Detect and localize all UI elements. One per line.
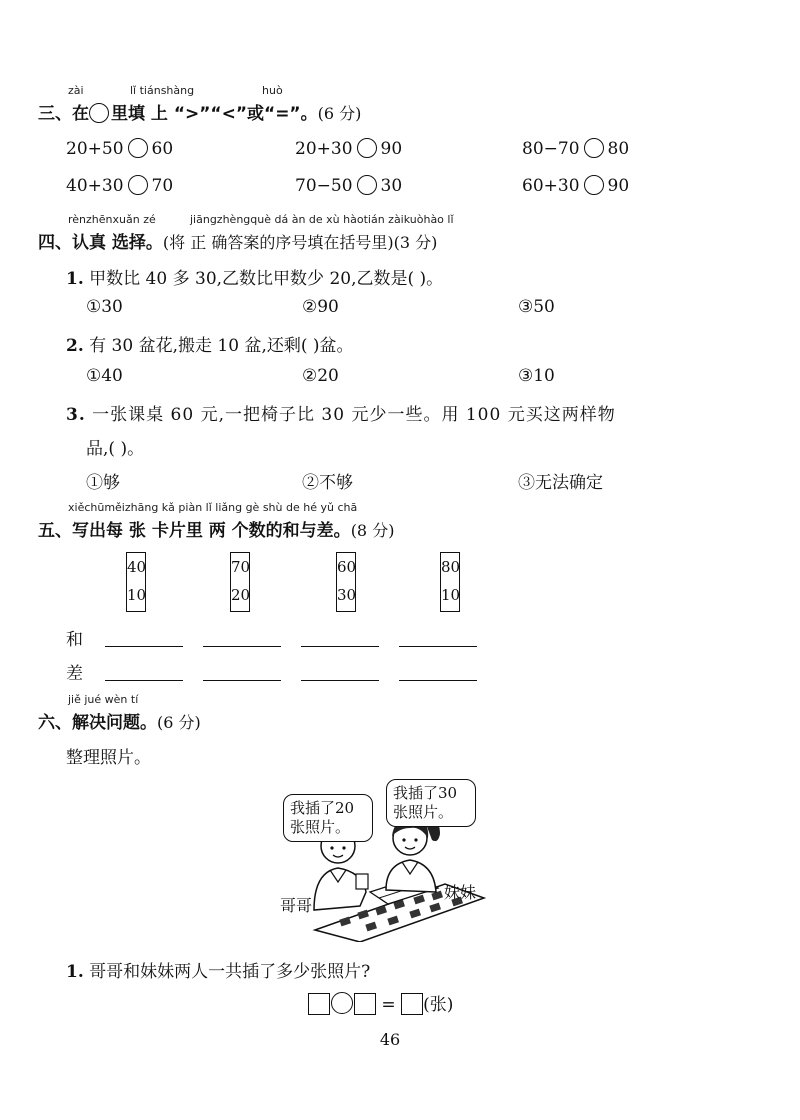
sum-answer-line[interactable]	[105, 646, 183, 647]
equation	[308, 990, 453, 1015]
problem-1: 1. 哥哥和妹妹两人一共插了多少张照片?	[66, 962, 371, 982]
option[interactable]: ③无法确定	[518, 473, 603, 493]
section3-points: (6 分)	[317, 104, 362, 123]
answer-box[interactable]	[401, 993, 423, 1015]
number-card: 70 20	[230, 552, 250, 612]
section3-title	[38, 99, 361, 124]
option[interactable]: ①30	[86, 297, 123, 317]
section3-title-a: 三、在	[38, 104, 89, 124]
pinyin-section5: xiěchūměizhāng kǎ piàn lǐ liǎng gè shù de hé yǔ chā	[68, 501, 358, 514]
compare-item: 80−70 80	[522, 139, 630, 159]
section6-title: 六、解决问题。(6 分)	[38, 713, 201, 733]
section5-title: 五、写出每 张 卡片里 两 个数的和与差。(8 分)	[38, 521, 395, 541]
difference-label: 差	[66, 664, 83, 684]
number-card: 80 10	[440, 552, 460, 612]
difference-answer-line[interactable]	[105, 680, 183, 681]
sum-label: 和	[66, 630, 83, 650]
sum-answer-line[interactable]	[301, 646, 379, 647]
compare-item: 20+30 90	[295, 139, 403, 159]
number-card: 40 10	[126, 552, 146, 612]
speech-bubble-brother: 我插了20张照片。	[283, 794, 373, 842]
section4-instruction: (将 正 确答案的序号填在括号里)(3 分)	[162, 233, 438, 252]
difference-answer-line[interactable]	[399, 680, 477, 681]
subproblem-title: 整理照片。	[66, 748, 151, 768]
difference-answer-line[interactable]	[301, 680, 379, 681]
pinyin-li-tianshang: lǐ tiánshàng	[130, 84, 195, 97]
question-3-cont: 品,( )。	[86, 439, 145, 459]
question-3: 3. 一张课桌 60 元,一把椅子比 30 元少一些。用 100 元买这两样物	[66, 405, 616, 425]
section3-title-b: 里填 上 “>”“<”或“=”。	[111, 104, 318, 124]
unit-label: (张)	[423, 995, 454, 1015]
answer-box[interactable]	[354, 993, 376, 1015]
compare-circle[interactable]	[584, 175, 604, 195]
operator-circle[interactable]	[331, 992, 353, 1014]
label-sister: 妹妹	[444, 883, 477, 902]
option[interactable]: ②不够	[302, 473, 353, 493]
question-1: 1. 甲数比 40 多 30,乙数比甲数少 20,乙数是( )。	[66, 269, 444, 289]
number-card: 60 30	[336, 552, 356, 612]
pinyin-renzhen: rènzhēnxuǎn zé	[68, 213, 156, 226]
compare-item: 60+30 90	[522, 176, 630, 196]
pinyin-zai: zài	[68, 84, 84, 97]
section4-title: 四、认真 选择。(将 正 确答案的序号填在括号里)(3 分)	[38, 233, 438, 253]
option[interactable]: ②90	[302, 297, 339, 317]
compare-item: 40+30 70	[66, 176, 174, 196]
difference-answer-line[interactable]	[203, 680, 281, 681]
option[interactable]: ①够	[86, 473, 120, 493]
answer-box[interactable]	[308, 993, 330, 1015]
sum-answer-line[interactable]	[399, 646, 477, 647]
compare-circle[interactable]	[128, 175, 148, 195]
option[interactable]: ②20	[302, 366, 339, 386]
compare-circle[interactable]	[128, 138, 148, 158]
label-brother: 哥哥	[280, 896, 313, 915]
sum-answer-line[interactable]	[203, 646, 281, 647]
page-number: 46	[379, 1030, 401, 1049]
compare-item: 20+50 60	[66, 139, 174, 159]
speech-bubble-sister: 我插了30张照片。	[386, 779, 476, 827]
option[interactable]: ③10	[518, 366, 555, 386]
circle-icon	[89, 103, 109, 123]
pinyin-instruction: jiāngzhèngquè dá àn de xù hàotián zàikuòhào lǐ	[190, 213, 454, 226]
compare-circle[interactable]	[357, 138, 377, 158]
compare-item: 70−50 30	[295, 176, 403, 196]
pinyin-huo: huò	[262, 84, 283, 97]
question-2: 2. 有 30 盆花,搬走 10 盆,还剩( )盆。	[66, 336, 354, 356]
pinyin-section6: jiě jué wèn tí	[68, 693, 139, 706]
option[interactable]: ①40	[86, 366, 123, 386]
equals-sign: =	[381, 995, 396, 1015]
compare-circle[interactable]	[584, 138, 604, 158]
option[interactable]: ③50	[518, 297, 555, 317]
compare-circle[interactable]	[357, 175, 377, 195]
